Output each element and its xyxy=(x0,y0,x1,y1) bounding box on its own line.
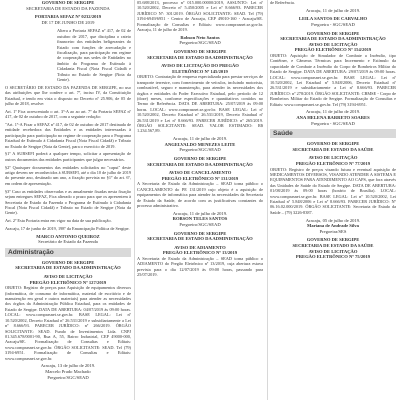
aviso-date: Aracaju, 11 de julho de 2019. xyxy=(305,109,361,115)
header-governo: GOVERNO DE SERGIPE xyxy=(41,259,95,265)
aviso-title: AVISO DE CANCELAMENTO xyxy=(168,170,232,176)
aviso-body: OBJETO: Contratação de empresa especializada para prestar serviços de transporte terrestre, com fornecimento de veículos, incluindo motorista, combustível, seguro e manutenção, para atender às necessidades dos órgãos e entidades do Poder Executivo Estadual, pelo período de 12 (doze) meses, conforme especificações e quantitativos contidos no Termo de Referência. DATA DE ABERTURA: 25/07/2019 às 09:00 horas. LOCAL: www.comprasnet.se.gov.br. BASE LEGAL: Lei nº 10.520/2002, Decreto Estadual nº 26.531/2019, Decreto Estadual nº 26.531/2019 e Lei nº 8.666/93. PARECER JURÍDICO: nº 265/2019. ÓRGÃO SOLICITANTE: SEAD. VALOR ESTIMADO: R$ 1.234.567,89. xyxy=(137,74,263,134)
column-middle xyxy=(137,0,263,400)
portaria-date: DE 17 DE JUNHO DE 2019 xyxy=(41,19,95,25)
signature-name: ANA HELENA BARRETO SOARES xyxy=(296,115,370,120)
section-heading-saude: Saúde xyxy=(270,129,396,138)
continued-body: 05.688/2013, processo nº 015.000.00000/2019, ASSUNTO: Lei nº 10.520/2002, Decreto nº 5.450/2005 e Lei nº 8.666/93. PARECER JURÍDICO Nº: 301/2019. ÓRGÃO SOLICITANTE: SEAD. Tel (79) 3194-6949/6951 - Centro de Aracaju, CEP 49010-160 - Aracaju/SE. Formalização de Consultas e Editais: www.comprasnet.se.gov.br. Aracaju, 11 de julho de 2019. xyxy=(137,0,263,33)
aviso-subtitle: PREGÃO ELETRÔNICO Nº 127/2019 xyxy=(29,279,107,285)
header-secretaria: SECRETARIA DE ESTADO DA SAÚDE xyxy=(292,146,374,152)
aviso-date: Aracaju, 11 de julho de 2019. xyxy=(305,7,361,13)
aviso-date: Aracaju, 11 de julho de 2019. xyxy=(172,136,228,142)
aviso-title: AVISO DE LICITAÇÃO xyxy=(308,41,358,47)
header-governo: GOVERNO DE SERGIPE xyxy=(306,237,360,243)
signature-name: Marcelo Prado Machado xyxy=(45,368,91,374)
header-secretaria: SECRETARIA DE ESTADO DA ADMINISTRAÇÃO xyxy=(147,54,253,60)
portaria-paragraph: §3º Caso as entidades observadas e as anualmente fixadas nesta fixação sejam entregues SEFAZ, Fica alterado o prazo para que os apresentem à Secretaria de Estado da Fazenda o Programa de Estímulo à Cidadania Fiscal (Nota Fiscal Cidadã) e Tributo no Estado de Sergipe (Nota da Gente). xyxy=(5,188,131,216)
header-secretaria: SECRETARIA DE ESTADO DA ADMINISTRAÇÃO xyxy=(15,265,121,271)
signature-role: Secretário de Estado da Fazenda xyxy=(38,239,98,245)
aviso-subtitle: PREGÃO ELETRÔNICO Nº 75/2019 xyxy=(295,254,371,260)
portaria-ementa: Altera a Portaria SEFAZ nº 417, de 02 de outubro de 2017, que disciplina o rateio financeiro dos entidades beligerantes do Estado com funções de arrecadação e fiscalização, para participação em regime de cooperação nas sedes de Entidades no âmbito do Programa de Estímulo à Cidadania Fiscal (Nota Fiscal Cidadã e Tributo no Estado de Sergipe (Nota da Gente). xyxy=(57,28,131,83)
aviso-title: AVISO DE ADIAMENTO xyxy=(174,244,226,250)
aviso-subtitle: PREGÃO ELETRÔNICO Nº 13/2019 xyxy=(162,250,238,256)
signature-name: LEILA SANTOS DE CARVALHO xyxy=(298,16,368,22)
continued-body: de Referência. xyxy=(270,0,295,5)
header-governo: GOVERNO DE SERGIPE xyxy=(173,230,227,236)
header-governo: GOVERNO DE SERGIPE xyxy=(173,156,227,162)
header-secretaria: SECRETARIA DE ESTADO DA FAZENDA xyxy=(26,5,110,11)
signature-name: ANGELVALDO MENEZES LEITE xyxy=(164,141,236,147)
signature-name: ROBSON TELES SANTOS xyxy=(172,216,228,222)
signature-role: Pregoeira - SGC/SEAD xyxy=(311,21,355,27)
signature-role: Pregoeiro/SGC/SEAD xyxy=(179,40,221,46)
aviso-body: A Secretaria de Estado da Administração – SEAD torna público o ADIAMENTO do Pregão Eletrônico nº 13/2019, cuja abertura estava prevista para o dia 12/07/2019 às 09:00 horas, passando para 25/07/2019. xyxy=(137,255,263,278)
portaria-title: PORTARIA SEFAZ Nº 0232/2019 xyxy=(34,14,102,20)
header-governo: GOVERNO DE SERGIPE xyxy=(173,49,227,55)
aviso-title: AVISO DE LICITAÇÃO xyxy=(308,155,358,161)
column-divider xyxy=(134,0,135,400)
aviso-body: OBJETO: Registro de preços visando futura e eventual aquisição de MEDICAMENTOS DIVERSOS, VISANDO ATENDER A SISTEMA E EQUIPAMENTOS PARA ATENDIMENTO AO CAPS, que fora através das Unidades de Saúde do Estado de Sergipe. DATA DE ABERTURA: 01/08/2019 às 09:00 horas (horário de Brasília). LOCAL: www.comprasnet.se.gov.br. BASE LEGAL: Lei nº 10.520/2002, Lei Estadual nº 5.848/2006 e Lei nº 8.666/93. PARECER JURÍDICO: Nº 06.16.02.000/2019. ÓRGÃO SOLICITANTE: Secretaria de Estado da Saúde – (79) 3226-8387. xyxy=(270,166,396,215)
signature-name: Mariana de Andrade Silva xyxy=(307,223,359,229)
column-divider xyxy=(267,0,268,400)
aviso-subtitle: PREGÃO ELETRÔNICO Nº 77/2019 xyxy=(295,160,371,166)
header-secretaria: SECRETARIA DE ESTADO DA SAÚDE xyxy=(292,242,374,248)
column-right xyxy=(270,0,396,400)
section-heading-administracao: Administração xyxy=(5,248,131,257)
aviso-title: AVISO DE LICITAÇÃO DO PREGÃO xyxy=(161,63,239,69)
aviso-date: Aracaju, 05 de julho de 2019. xyxy=(305,217,361,223)
aviso-body: OBJETO: Aquisição de Simulador de Combate a Incêndio, tipo Contêiner, e Câmeras Térmicas para Incremento e Estímulo da capacidade de Combate a Incêndio do Corpo de Bombeiros Militar do Estado de Sergipe. DATA DE ABERTURA: 29/07/2019 às 09:00 horas. LOCAL: www.comprasnet.se.gov.br. BASE LEGAL: Lei nº 10.520/2002, Lei Estadual nº 5.848/2006, Decreto Estadual nº 26.531/2019 e subsidiariamente a Lei nº 8.666/93. PARECER JURÍDICO: nº 278/2019. ÓRGÃO SOLICITANTE: CBMSE - Corpo de Bombeiros Militar do Estado de Sergipe. Formalização de Consultas e Editais: www.comprasnet.se.gov.br. Tel (79) 3194-6951. xyxy=(270,52,396,107)
header-governo: GOVERNO DE SERGIPE xyxy=(41,0,95,5)
header-secretaria: SECRETARIA DE ESTADO DA ADMINISTRAÇÃO xyxy=(147,161,253,167)
header-governo: GOVERNO DE SERGIPE xyxy=(306,141,360,147)
signature-name: Robson Neto Santos xyxy=(180,34,220,40)
portaria-paragraph: §2º Quaisquer documentos das entidades solicitados no "caput" deste artigo devem ser reconhecidos à SUBSEFI, até o dia 10 de julho de 2019 do presente ano, destinado um ano, a fixação prevista no §1º do art. 6º, em ordem de apresentação. xyxy=(5,164,131,186)
aviso-subtitle: ELETRÔNICO Nº 145/2019 xyxy=(172,68,228,74)
portaria-paragraph: O SECRETÁRIO DE ESTADO DA FAZENDA DE SERGIPE, no uso das atribuições que lhe confere o art. 7º, inciso IV, da Constituição Estadual, e tendo em vista o disposto no Decreto nº 25.906, de 05 de julho de 2018, resolve: xyxy=(5,84,131,107)
portaria-paragraph: Aracaju, 17 de junho de 2019, 198º da Emancipação Política de Sergipe. xyxy=(5,225,130,231)
column-left xyxy=(5,0,131,400)
signature-role: Pregoeiro/SGC/SEAD xyxy=(179,222,221,228)
aviso-title: AVISO DE LICITAÇÃO xyxy=(43,274,93,280)
signature-role: Pregoeira - SGC/SEAD xyxy=(311,120,355,126)
header-governo: GOVERNO DE SERGIPE xyxy=(306,30,360,36)
aviso-subtitle: PREGÃO ELETRÔNICO Nº 131/2019 xyxy=(161,175,239,181)
aviso-date: Aracaju, 11 de julho de 2019. xyxy=(172,210,228,216)
aviso-body: A Secretaria de Estado da Administração – SEAD torna público o CANCELAMENTO do PE 131/2019 cujo objeto é a aquisição de equipamentos de informática para atender às necessidades da Secretaria de Estado da Saúde, de acordo com as justificativas constantes do processo administrativo. xyxy=(137,181,263,209)
portaria-paragraph: Art. 2º Esta Portaria entra em vigor na data de sua publicação. xyxy=(5,218,112,224)
signature-name: MARCO ANTONIO QUEIROZ xyxy=(36,233,100,239)
portaria-paragraph: Art. 1º Fica acrescentado o art. 3º-A ao ao art. 7º da Portaria SEFAZ nº 417, de 02 de outubro de 2017, com a seguinte redação: xyxy=(5,108,131,120)
signature-role: Pregoeira/SES xyxy=(319,228,347,234)
portaria-paragraph: §1º A SUBSEFI poderá a qualquer tempo, solicitar a apresentação de outros documentos das entidades participantes que julgar necessários. xyxy=(5,151,131,162)
aviso-body: OBJETO: Registro de preços para Aquisição de equipamentos diversos (informática, de consumo de informática, material de escritório e de manutenção em geral e outros materiais) para atender as necessidades dos órgãos da Administração Pública Estadual, para os entidades de Estado de Sergipe. DATA DE ABERTURA: 04/07/2019 às 09:00 horas. LOCAL: www.comprasnet.se.gov.br. BASE LEGAL: Lei nº 10.520/2002, Decreto Estadual nº 26.531/2019 e subsidiariamente a Lei nº 8.666/93. PARECER JURÍDICO: nº 266/2019. ÓRGÃO SOLICITANTE: SEAD. Fundo de Investimentos Ltda. CNPJ 01.345.678/0001-90, Rua A, 55, Bairro Industrial, CEP 49000-000, Aracaju/SE. Formalização de Consultas e Editais: www.comprasnet.se.gov.br. ÓRGÃO SOLICITANTE: SEAD. Tel (79) 3194-6951. Formalização de Consultas e Editais: www.comprasnet.se.gov.br. xyxy=(5,285,131,361)
portaria-paragraph: "Art. 1º-A Fixar a SEFAZ nº 417, de 02 de outubro de 2017 destinada de entidade recebedora das Entidades e as entidades interessadas à participação para participação no regime de cooperação para o Programa Estadual de Estímulo à Cidadania Fiscal (Nota Fiscal Cidadã) e Tributo no Estado de Sergipe (Nota da Gente), para o exercício de 2019. xyxy=(5,122,131,149)
header-secretaria: SECRETARIA DE ESTADO DA ADMINISTRAÇÃO xyxy=(280,36,386,42)
signature-role: Pregoeiro/SGC/SEAD xyxy=(179,147,221,153)
signature-role: Pregoeiro/SGC/SEAD xyxy=(47,374,89,380)
aviso-title: AVISO DE LICITAÇÃO xyxy=(308,248,358,254)
header-secretaria: SECRETARIA DE ESTADO DA ADMINISTRAÇÃO xyxy=(147,236,253,242)
aviso-subtitle: PREGÃO ELETRÔNICO Nº 154/2019 xyxy=(294,47,372,53)
aviso-date: Aracaju, 13 de julho de 2019. xyxy=(40,363,96,369)
